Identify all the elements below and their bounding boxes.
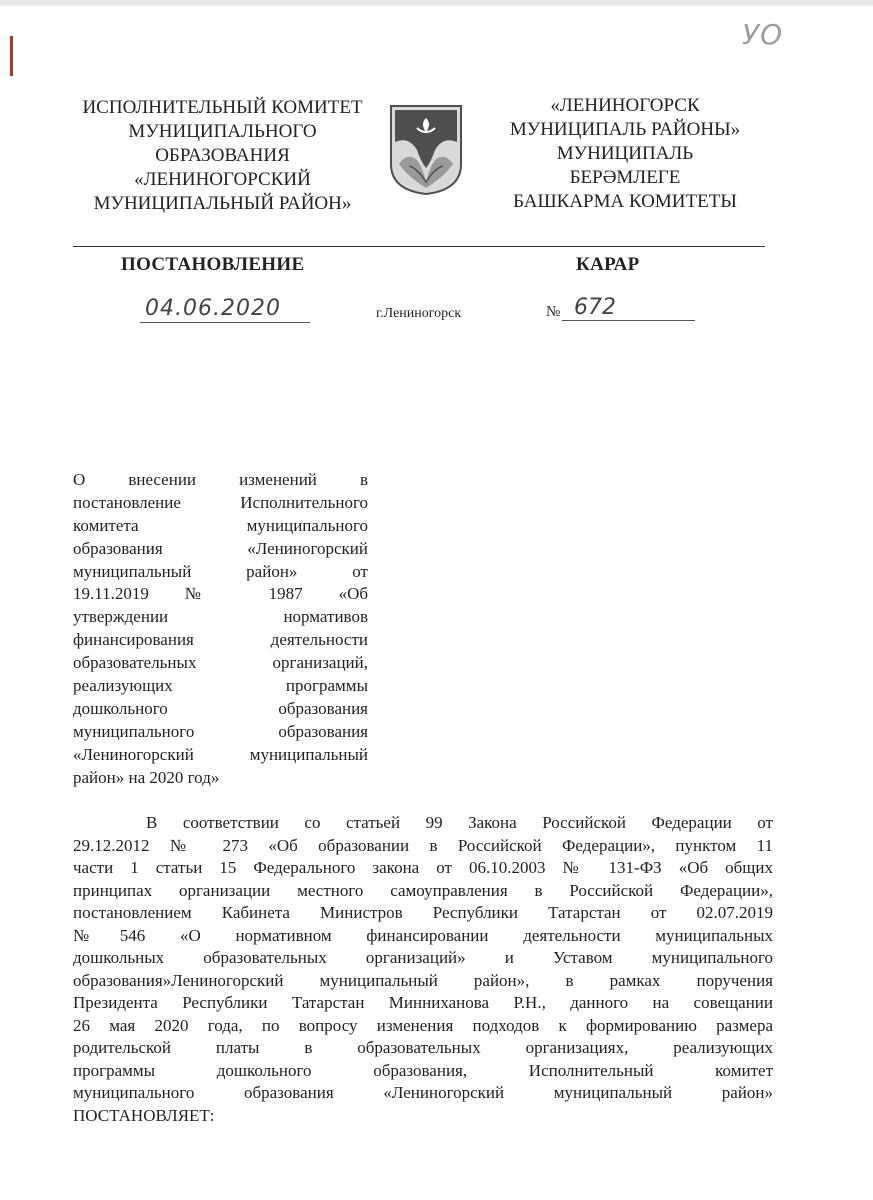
body-line: №546 «О нормативном финансировании деятельности муниципальных (73, 925, 773, 945)
body-line: образования»Лениногорский муниципальный район», в рамках поручения (73, 970, 773, 990)
body-line: В соответствии со статьей 99 Закона Российской Федерации от (146, 813, 773, 832)
subject-line: постановление Исполнительного (73, 492, 368, 512)
header-right-line: «ЛЕНИНОГОРСК (550, 95, 700, 116)
number-label: № (546, 304, 561, 320)
subject-line: дошкольного образования (73, 698, 368, 718)
subject-line: муниципальный район» от (73, 561, 368, 581)
subject-block (73, 469, 368, 789)
body-line: постановлением Кабинета Министров Республики Татарстан от 02.07.2019 (73, 903, 773, 922)
margin-mark (10, 36, 13, 76)
header-left-line: ОБРАЗОВАНИЯ (155, 145, 290, 166)
header-left-line: МУНИЦИПАЛЬНЫЙ РАЙОН» (93, 193, 352, 214)
coat-of-arms-emblem (387, 102, 465, 196)
document-date: 04.06.2020 (145, 296, 281, 321)
subject-line: «Лениногорский муниципальный (73, 744, 368, 764)
header-right-line: БЕРӘМЛЕГЕ (569, 167, 681, 188)
doc-type-tatar: КАРАР (576, 254, 640, 275)
corner-handwritten-mark: УО (742, 18, 784, 51)
subject-line: образования «Лениногорский (73, 538, 368, 558)
subject-line: утверждении нормативов (73, 607, 368, 627)
subject-line: финансирования деятельности (73, 630, 368, 650)
header-right-line: БАШКАРМА КОМИТЕТЫ (513, 191, 737, 212)
body-line: муниципального образования «Лениногорский муниципальный район» (73, 1083, 773, 1102)
body-line: части 1 статьи 15 Федерального закона от 06.10.2003 № 131-ФЗ «Об общих (73, 858, 773, 877)
header-right-line: МУНИЦИПАЛЬ РАЙОНЫ» (509, 119, 741, 140)
body-line: программы дошкольного образования, Исполнительный комитет (73, 1060, 773, 1080)
subject-line: муниципального образования (73, 721, 368, 741)
header-left-line: ИСПОЛНИТЕЛЬНЫЙ КОМИТЕТ (82, 97, 363, 118)
header-right-block (485, 94, 765, 214)
body-line: родительской платы в образовательных организациях, реализующих (73, 1038, 773, 1057)
body-line: 29.12.2012 № 273 «Об образовании в Российской Федерации», пунктом 11 (73, 835, 773, 855)
header-divider (73, 246, 765, 247)
header-left-block (55, 96, 390, 216)
subject-line: реализующих программы (73, 676, 368, 696)
body-line: принципах организации местного самоуправления в Российской Федерации», (73, 880, 773, 900)
body-line: дошкольных образовательных организаций» и Уставом муниципального (73, 948, 773, 967)
subject-line: комитета муниципального (73, 515, 368, 535)
header-left-line: «ЛЕНИНОГОРСКИЙ (134, 169, 311, 190)
body-paragraph (73, 812, 773, 1127)
subject-line: район» на 2020 год» (73, 767, 220, 787)
subject-line: образовательных организаций, (73, 653, 368, 673)
header-right-line: МУНИЦИПАЛЬ (556, 143, 694, 164)
body-line: Президента Республики Татарстан Минниханова Р.Н., данного на совещании (73, 993, 773, 1012)
subject-line: 19.11.2019 № 1987 «Об (73, 584, 368, 604)
document-city: г.Лениногорск (376, 306, 462, 321)
scan-top-border (0, 0, 873, 6)
document-number: 672 (574, 295, 616, 320)
subject-line: О внесении изменений в (73, 470, 368, 489)
doc-type-russian: ПОСТАНОВЛЕНИЕ (121, 254, 305, 275)
header-left-line: МУНИЦИПАЛЬНОГО (128, 121, 317, 142)
date-underline (140, 322, 310, 323)
body-line: 26 мая 2020 года, по вопросу изменения подходов к формированию размера (73, 1015, 773, 1035)
number-underline (562, 320, 695, 321)
body-line: ПОСТАНОВЛЯЕТ: (73, 1105, 215, 1125)
